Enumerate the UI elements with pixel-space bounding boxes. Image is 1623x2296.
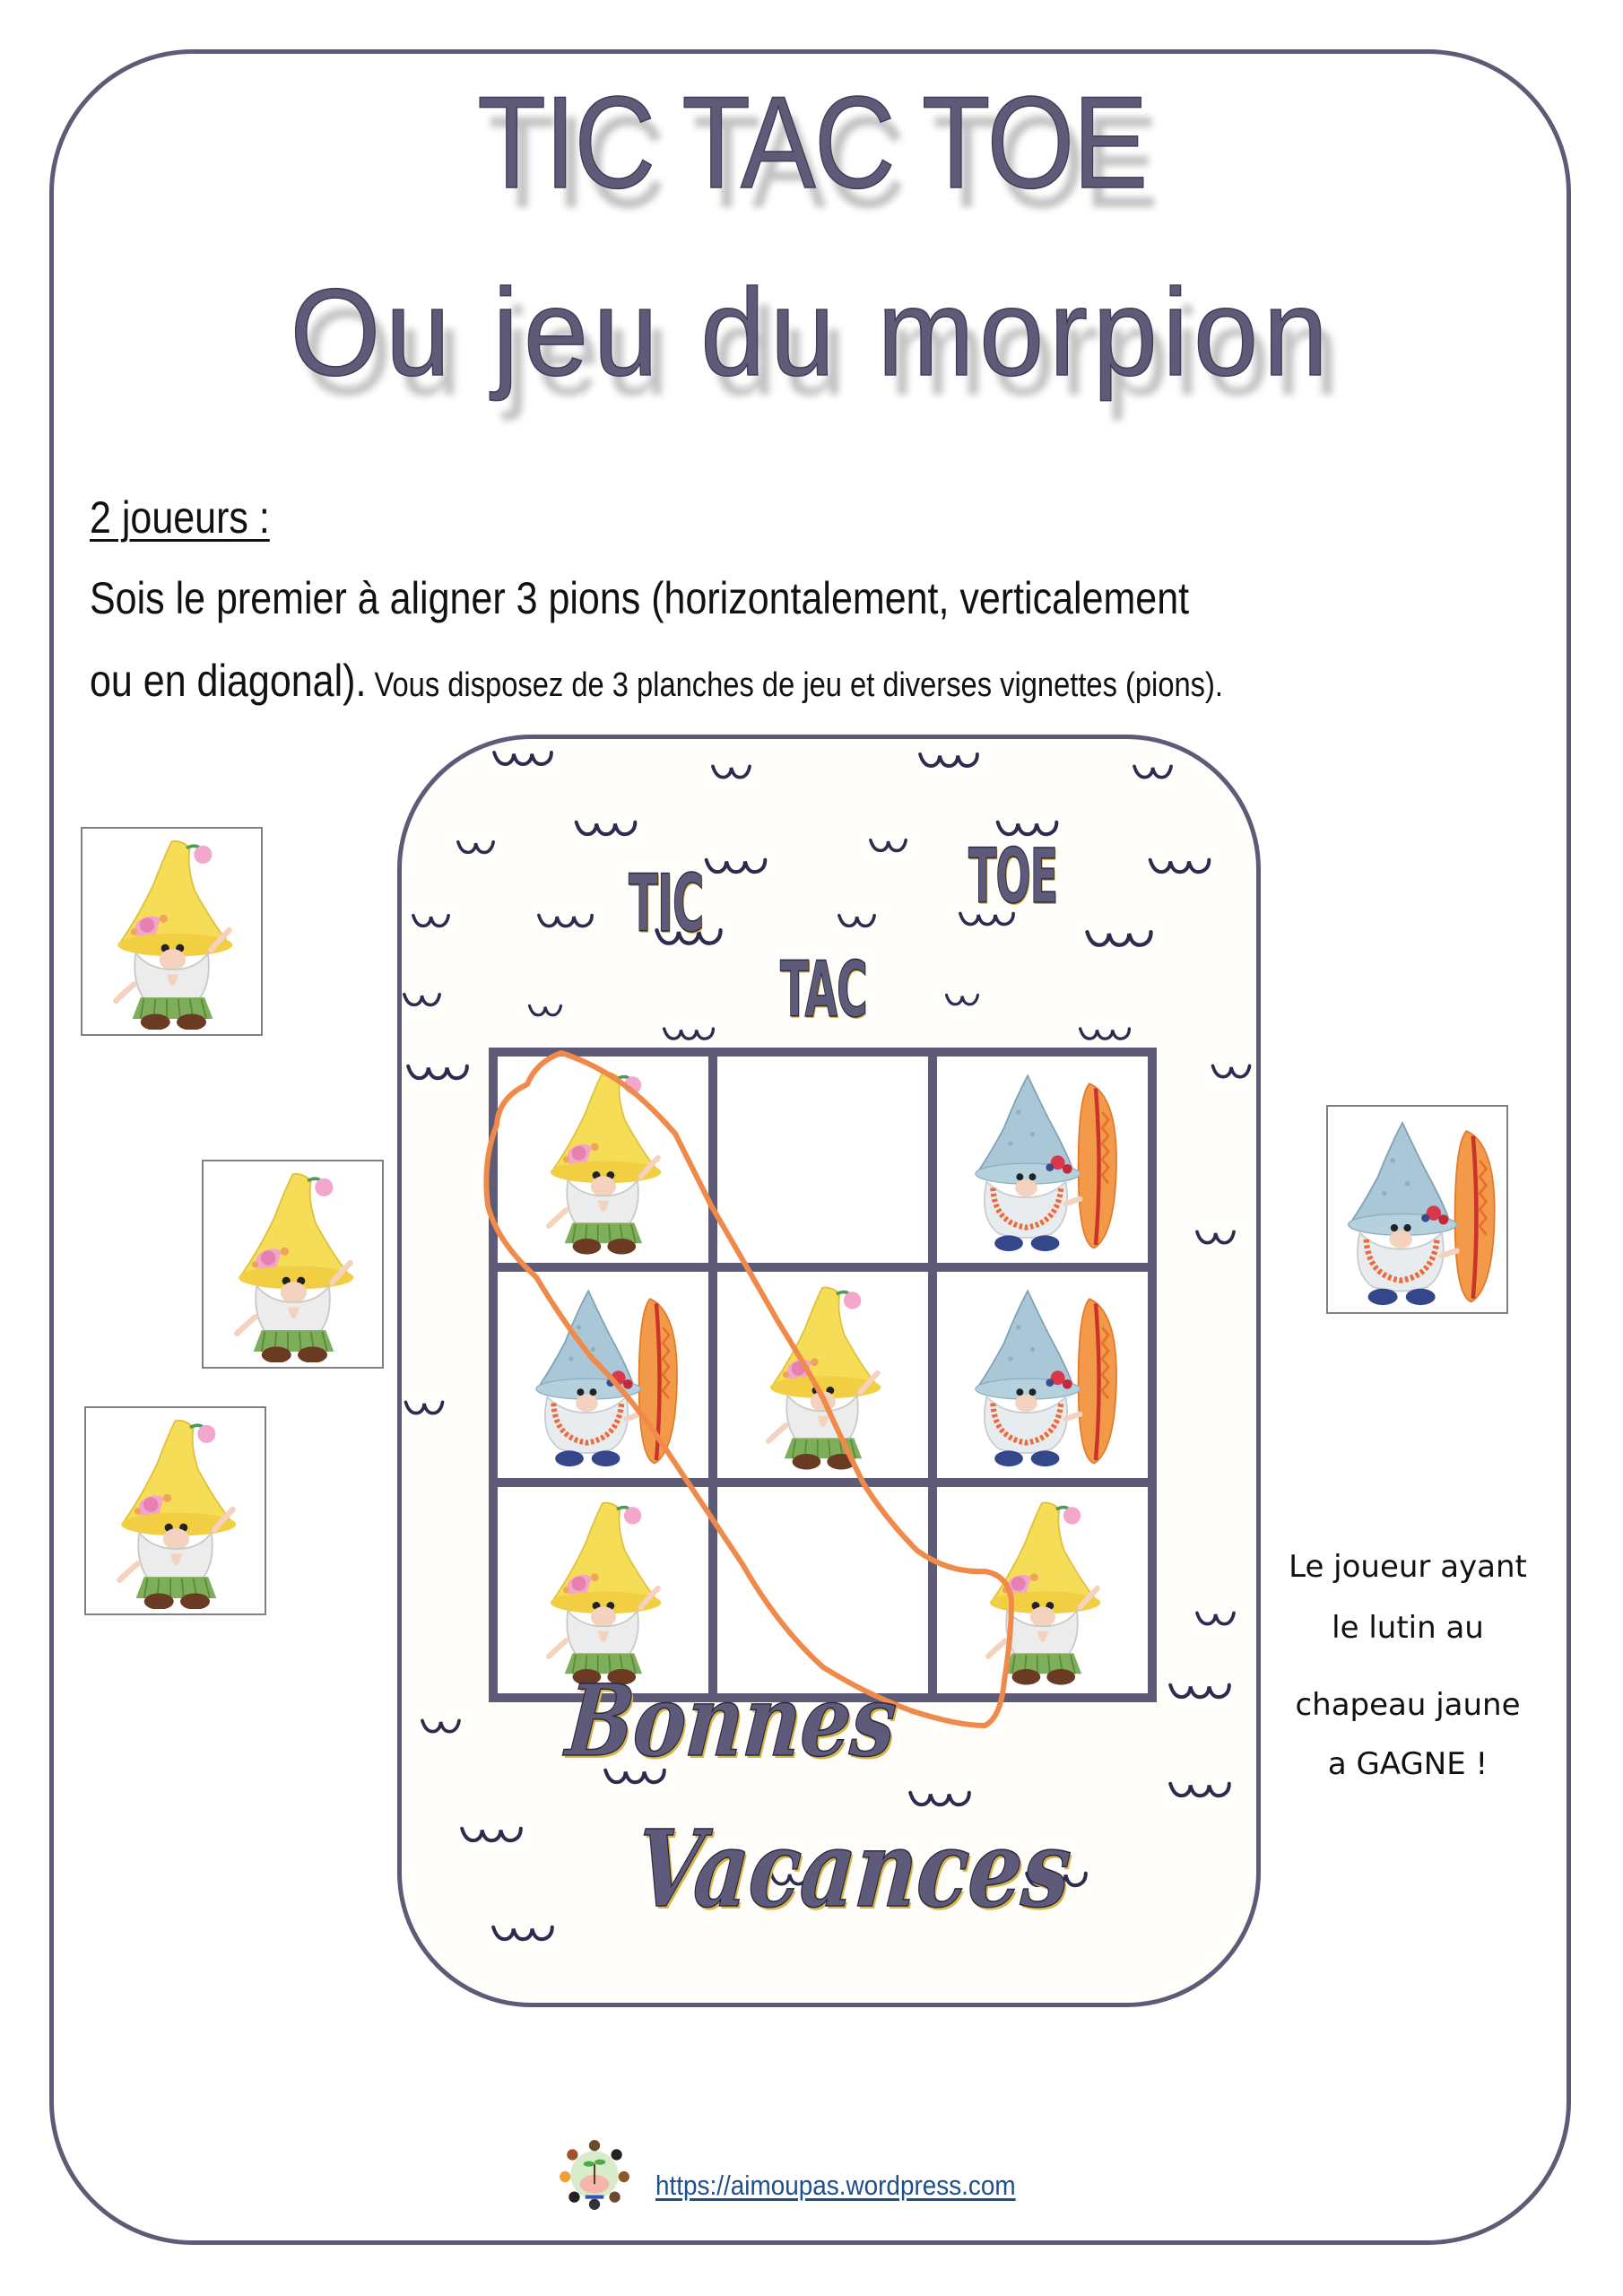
rules-text-line-1: Sois le premier à aligner 3 pions (horizontalement, verticalement [90,573,1190,623]
wave-decoration [1146,856,1213,877]
wave-decoration [1209,1062,1254,1082]
yellow-gnome-icon [512,1065,693,1255]
blue-gnome-surfboard-icon [512,1280,693,1470]
blue-gnome-surfboard-icon [951,1065,1133,1255]
grid-cell-r1-c3[interactable] [937,1057,1148,1263]
board-word-tac: TAC [780,945,867,1035]
grid-cell-r1-c2[interactable] [717,1057,928,1263]
blue-gnome-piece-1[interactable] [1326,1105,1508,1314]
wave-decoration [707,762,756,782]
wave-decoration [837,911,877,931]
yellow-gnome-icon [732,1280,913,1470]
grid-cell-r2-c2[interactable] [717,1272,928,1478]
grid-cell-r3-c3[interactable] [937,1487,1148,1693]
wave-decoration [868,836,908,856]
wave-decoration [411,911,451,931]
yellow-gnome-icon [93,1413,257,1610]
grid-cell-r2-c1[interactable] [498,1272,708,1478]
wave-decoration [536,911,595,931]
rules-text-line-2 [90,655,1354,707]
wave-decoration [402,1062,473,1083]
yellow-gnome-icon [211,1166,375,1363]
wave-decoration [1074,927,1164,951]
grid-cell-r2-c3[interactable] [937,1272,1148,1478]
board-word-toe: TOE [968,832,1058,920]
yellow-gnome-icon [951,1495,1133,1685]
game-board [397,735,1261,2007]
winner-caption-line-2: le lutin au [1332,1610,1484,1646]
wave-decoration [662,1024,716,1044]
wave-decoration [702,856,769,877]
wave-decoration [1191,1228,1240,1248]
rules-text-main: ou en diagonal). [90,656,367,706]
wave-decoration [1128,762,1177,782]
rules-text-note: Vous disposez de 3 planches de jeu et diverses vignettes (pions). [366,666,1223,704]
grid-cell-r1-c1[interactable] [498,1057,708,1263]
blue-gnome-surfboard-icon [1335,1111,1499,1309]
yellow-gnome-piece-3[interactable] [84,1406,266,1615]
yellow-gnome-piece-1[interactable] [81,827,263,1036]
greeting-vacances: Vacances [631,1806,1076,1931]
winner-caption-line-3: chapeau jaune [1295,1687,1521,1723]
blue-gnome-surfboard-icon [951,1280,1133,1470]
greeting-bonnes: Bonnes [562,1663,901,1779]
winner-caption-line-4: a GAGNE ! [1327,1746,1488,1782]
wave-decoration [917,750,980,771]
wave-decoration [1164,1681,1236,1702]
wave-decoration [1078,1024,1132,1044]
wave-decoration [1164,1779,1236,1801]
wave-decoration [456,838,496,857]
wave-decoration [416,1717,465,1736]
wave-decoration [944,990,980,1010]
yellow-gnome-piece-2[interactable] [202,1160,384,1369]
wave-decoration [572,818,639,839]
winner-caption-line-1: Le joueur ayant [1289,1549,1527,1585]
tic-tac-toe-grid [489,1048,1157,1702]
yellow-gnome-icon [90,833,254,1031]
wave-decoration [1191,1609,1240,1629]
wave-decoration [456,1824,527,1846]
wave-decoration [491,748,554,770]
website-link[interactable]: https://aimoupas.wordpress.com [655,2170,1016,2201]
children-around-globe-logo-icon [558,2138,631,2212]
board-word-tic: TIC [629,857,704,950]
players-heading: 2 joueurs : [90,492,270,543]
yellow-gnome-icon [512,1495,693,1685]
wave-decoration [487,1923,559,1944]
wave-decoration [402,1398,447,1418]
wave-decoration [527,1001,563,1021]
page-title: TIC TAC TOE [477,69,1147,215]
page-subtitle: Ou jeu du morpion [290,264,1333,402]
wave-decoration [402,990,442,1010]
